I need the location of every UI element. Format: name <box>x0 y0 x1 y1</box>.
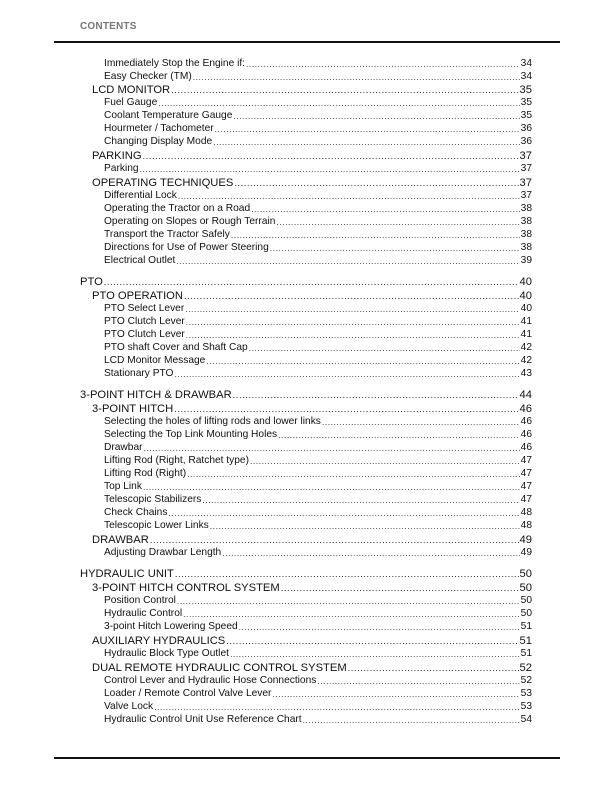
toc-dot-leader <box>234 178 518 189</box>
toc-entry[interactable] <box>104 442 532 453</box>
toc-entry[interactable] <box>92 403 532 415</box>
toc-dot-leader <box>206 356 519 366</box>
toc-entry-page-number: 51 <box>520 621 532 632</box>
toc-entry-page-number: 54 <box>520 714 532 725</box>
toc-entry[interactable] <box>104 97 532 108</box>
toc-dot-leader <box>174 404 518 415</box>
toc-entry-title: Selecting the Top Link Mounting Holes <box>104 429 278 440</box>
toc-dot-leader <box>174 369 519 379</box>
toc-dot-leader <box>185 304 519 314</box>
toc-entry[interactable] <box>104 163 532 174</box>
toc-entry-page-number: 46 <box>519 403 532 415</box>
toc-dot-leader <box>210 521 520 531</box>
toc-entry-title: Telescopic Stabilizers <box>104 494 202 505</box>
toc-entry[interactable] <box>104 494 532 505</box>
toc-entry-page-number: 52 <box>519 662 532 674</box>
page-header-label: CONTENTS <box>80 21 137 32</box>
toc-entry-page-number: 36 <box>520 123 532 134</box>
toc-entry-title: PTO Clutch Lever <box>104 329 185 340</box>
toc-dot-leader <box>215 124 520 134</box>
toc-entry[interactable] <box>104 455 532 466</box>
toc-dot-leader <box>150 535 519 546</box>
toc-entry[interactable] <box>104 190 532 201</box>
toc-dot-leader <box>250 456 520 466</box>
toc-entry-title: 3-POINT HITCH <box>92 403 174 415</box>
toc-entry-page-number: 42 <box>520 342 532 353</box>
toc-entry-page-number: 38 <box>520 203 532 214</box>
toc-entry[interactable] <box>104 229 532 240</box>
toc-entry-page-number: 42 <box>520 355 532 366</box>
toc-entry-title: 3-point Hitch Lowering Speed <box>104 621 238 632</box>
toc-entry[interactable] <box>92 662 532 674</box>
toc-entry-title: PTO shaft Cover and Shaft Cap <box>104 342 248 353</box>
toc-entry-page-number: 46 <box>520 442 532 453</box>
toc-entry-title: Differential Lock <box>104 190 177 201</box>
toc-entry-page-number: 49 <box>520 547 532 558</box>
toc-entry[interactable] <box>104 355 532 366</box>
toc-dot-leader <box>176 256 519 266</box>
toc-dot-leader <box>303 715 520 725</box>
toc-entry[interactable] <box>104 416 532 427</box>
toc-entry[interactable] <box>92 290 532 302</box>
toc-dot-leader <box>231 230 520 240</box>
toc-entry-title: Control Lever and Hydraulic Hose Connections <box>104 675 317 686</box>
toc-entry-title: 3-POINT HITCH & DRAWBAR <box>80 389 232 401</box>
toc-entry-page-number: 46 <box>520 416 532 427</box>
toc-entry[interactable] <box>92 534 532 546</box>
toc-dot-leader <box>143 151 519 162</box>
toc-dot-leader <box>222 548 519 558</box>
toc-dot-leader <box>140 164 520 174</box>
toc-entry-title: Operating on Slopes or Rough Terrain <box>104 216 276 227</box>
toc-entry[interactable] <box>104 329 532 340</box>
toc-dot-leader <box>249 343 520 353</box>
toc-entry[interactable] <box>104 368 532 379</box>
toc-entry-title: Operating the Tractor on a Road <box>104 203 251 214</box>
toc-entry-page-number: 37 <box>520 190 532 201</box>
toc-entry-title: PTO Select Lever <box>104 303 185 314</box>
toc-entry[interactable] <box>80 568 532 580</box>
toc-dot-leader <box>281 583 519 594</box>
toc-entry[interactable] <box>104 468 532 479</box>
toc-entry[interactable] <box>80 276 532 288</box>
toc-entry-page-number: 50 <box>519 582 532 594</box>
toc-dot-leader <box>143 482 520 492</box>
toc-entry[interactable] <box>80 389 532 401</box>
toc-entry-title: Valve Lock <box>104 701 154 712</box>
toc-entry-page-number: 48 <box>520 507 532 518</box>
toc-entry-title: Hydraulic Control <box>104 608 183 619</box>
toc-dot-leader <box>276 217 519 227</box>
toc-entry-page-number: 40 <box>519 276 532 288</box>
toc-entry-title: OPERATING TECHNIQUES <box>92 177 234 189</box>
toc-dot-leader <box>246 59 520 69</box>
toc-dot-leader <box>193 72 520 82</box>
toc-dot-leader <box>104 277 519 288</box>
toc-entry-page-number: 50 <box>520 608 532 619</box>
toc-entry-page-number: 52 <box>520 675 532 686</box>
toc-dot-leader <box>226 636 518 647</box>
toc-entry-title: HYDRAULIC UNIT <box>80 568 174 580</box>
toc-dot-leader <box>177 596 520 606</box>
toc-entry-title: Transport the Tractor Safely <box>104 229 230 240</box>
toc-entry-title: Lifting Rod (Right, Ratchet type) <box>104 455 249 466</box>
toc-entry-title: PTO <box>80 276 103 288</box>
toc-entry-page-number: 47 <box>520 455 532 466</box>
toc-entry[interactable] <box>104 648 532 659</box>
toc-entry-page-number: 53 <box>520 688 532 699</box>
toc-entry-page-number: 34 <box>520 71 532 82</box>
toc-entry-page-number: 38 <box>520 216 532 227</box>
toc-entry-title: LCD Monitor Message <box>104 355 206 366</box>
toc-dot-leader <box>272 689 519 699</box>
toc-entry-page-number: 51 <box>520 648 532 659</box>
toc-entry-page-number: 47 <box>520 494 532 505</box>
toc-entry-page-number: 40 <box>519 290 532 302</box>
toc-entry-title: LCD MONITOR <box>92 84 171 96</box>
toc-dot-leader <box>158 98 519 108</box>
toc-entry-title: Coolant Temperature Gauge <box>104 110 233 121</box>
toc-entry-page-number: 53 <box>520 701 532 712</box>
toc-entry-title: Loader / Remote Control Valve Lever <box>104 688 272 699</box>
toc-entry[interactable] <box>104 547 532 558</box>
toc-dot-leader <box>270 243 520 253</box>
toc-entry-page-number: 39 <box>520 255 532 266</box>
toc-entry[interactable] <box>104 255 532 266</box>
toc-entry-page-number: 36 <box>520 136 532 147</box>
toc-entry-title: Selecting the holes of lifting rods and lower links <box>104 416 321 427</box>
toc-entry-title: AUXILIARY HYDRAULICS <box>92 635 226 647</box>
toc-entry-page-number: 35 <box>520 110 532 121</box>
toc-entry-title: Top Link <box>104 481 142 492</box>
toc-entry[interactable] <box>104 688 532 699</box>
toc-entry-page-number: 38 <box>520 242 532 253</box>
toc-entry-title: Stationary PTO <box>104 368 174 379</box>
toc-entry-title: Hourmeter / Tachometer <box>104 123 214 134</box>
toc-entry[interactable] <box>104 701 532 712</box>
toc-entry[interactable] <box>104 520 532 531</box>
toc-dot-leader <box>186 317 520 327</box>
toc-dot-leader <box>233 111 519 121</box>
toc-entry[interactable] <box>104 342 532 353</box>
toc-entry[interactable] <box>104 608 532 619</box>
toc-entry-page-number: 46 <box>520 429 532 440</box>
toc-dot-leader <box>187 469 520 479</box>
toc-entry-page-number: 48 <box>520 520 532 531</box>
toc-entry[interactable] <box>104 136 532 147</box>
toc-entry-page-number: 49 <box>519 534 532 546</box>
toc-entry-title: DRAWBAR <box>92 534 149 546</box>
toc-entry[interactable] <box>104 110 532 121</box>
toc-entry-title: Immediately Stop the Engine if: <box>104 58 246 69</box>
toc-dot-leader <box>251 204 520 214</box>
toc-entry-title: PTO OPERATION <box>92 290 183 302</box>
toc-dot-leader <box>144 443 520 453</box>
toc-entry-title: Lifting Rod (Right) <box>104 468 187 479</box>
toc-entry[interactable] <box>92 582 532 594</box>
toc-dot-leader <box>202 495 519 505</box>
toc-entry-title: Directions for Use of Power Steering <box>104 242 269 253</box>
toc-entry-page-number: 37 <box>520 163 532 174</box>
toc-entry[interactable] <box>104 481 532 492</box>
toc-dot-leader <box>233 390 519 401</box>
toc-entry[interactable] <box>104 58 532 69</box>
toc-dot-leader <box>230 649 520 659</box>
footer-rule <box>54 757 560 759</box>
toc-dot-leader <box>178 191 520 201</box>
toc-entry-title: DUAL REMOTE HYDRAULIC CONTROL SYSTEM <box>92 662 347 674</box>
toc-dot-leader <box>213 137 519 147</box>
toc-entry-title: PARKING <box>92 150 142 162</box>
toc-dot-leader <box>183 609 520 619</box>
toc-entry[interactable] <box>92 635 532 647</box>
toc-entry-page-number: 50 <box>520 595 532 606</box>
toc-dot-leader <box>154 702 520 712</box>
toc-entry[interactable] <box>92 84 532 96</box>
toc-entry[interactable] <box>104 429 532 440</box>
toc-entry-title: Check Chains <box>104 507 168 518</box>
toc-entry-title: Hydraulic Block Type Outlet <box>104 648 229 659</box>
toc-entry-title: Adjusting Drawbar Length <box>104 547 222 558</box>
toc-entry[interactable] <box>104 303 532 314</box>
toc-entry[interactable] <box>104 595 532 606</box>
toc-entry[interactable] <box>92 150 532 162</box>
toc-entry-page-number: 37 <box>519 177 532 189</box>
toc-dot-leader <box>175 569 519 580</box>
toc-entry[interactable] <box>104 507 532 518</box>
toc-dot-leader <box>322 417 520 427</box>
toc-dot-leader <box>171 85 518 96</box>
toc-entry-page-number: 51 <box>519 635 532 647</box>
toc-entry-title: 3-POINT HITCH CONTROL SYSTEM <box>92 582 280 594</box>
toc-dot-leader <box>348 663 519 674</box>
toc-dot-leader <box>184 291 519 302</box>
toc-entry[interactable] <box>104 621 532 632</box>
toc-entry[interactable] <box>104 203 532 214</box>
toc-entry-page-number: 43 <box>520 368 532 379</box>
toc-entry-title: Easy Checker (TM) <box>104 71 192 82</box>
toc-entry-page-number: 40 <box>520 303 532 314</box>
toc-entry[interactable] <box>104 316 532 327</box>
toc-entry-title: Telescopic Lower Links <box>104 520 209 531</box>
toc-entry-page-number: 35 <box>519 84 532 96</box>
toc-entry[interactable] <box>92 177 532 189</box>
toc-entry-page-number: 44 <box>519 389 532 401</box>
toc-dot-leader <box>317 676 519 686</box>
toc-entry-title: Parking <box>104 163 139 174</box>
toc-entry-page-number: 34 <box>520 58 532 69</box>
toc-entry-page-number: 50 <box>519 568 532 580</box>
toc-entry-title: Changing Display Mode <box>104 136 213 147</box>
toc-entry-title: Hydraulic Control Unit Use Reference Chart <box>104 714 302 725</box>
toc-entry[interactable] <box>104 714 532 725</box>
toc-dot-leader <box>186 330 520 340</box>
toc-entry-page-number: 37 <box>519 150 532 162</box>
toc-entry[interactable] <box>104 123 532 134</box>
toc-entry[interactable] <box>104 242 532 253</box>
toc-dot-leader <box>168 508 519 518</box>
toc-entry-page-number: 35 <box>520 97 532 108</box>
toc-entry-page-number: 38 <box>520 229 532 240</box>
toc-entry[interactable] <box>104 71 532 82</box>
toc-dot-leader <box>239 622 520 632</box>
toc-entry-page-number: 41 <box>520 316 532 327</box>
toc-entry-title: Position Control <box>104 595 176 606</box>
toc-entry-page-number: 47 <box>520 468 532 479</box>
toc-entry-title: PTO Clutch Lever <box>104 316 185 327</box>
toc-entry-title: Fuel Gauge <box>104 97 158 108</box>
toc-dot-leader <box>278 430 520 440</box>
toc-entry-title: Electrical Outlet <box>104 255 176 266</box>
toc-entry-title: Drawbar <box>104 442 143 453</box>
toc-entry-page-number: 47 <box>520 481 532 492</box>
toc-entry-page-number: 41 <box>520 329 532 340</box>
toc-entry[interactable] <box>104 675 532 686</box>
toc-entry[interactable] <box>104 216 532 227</box>
